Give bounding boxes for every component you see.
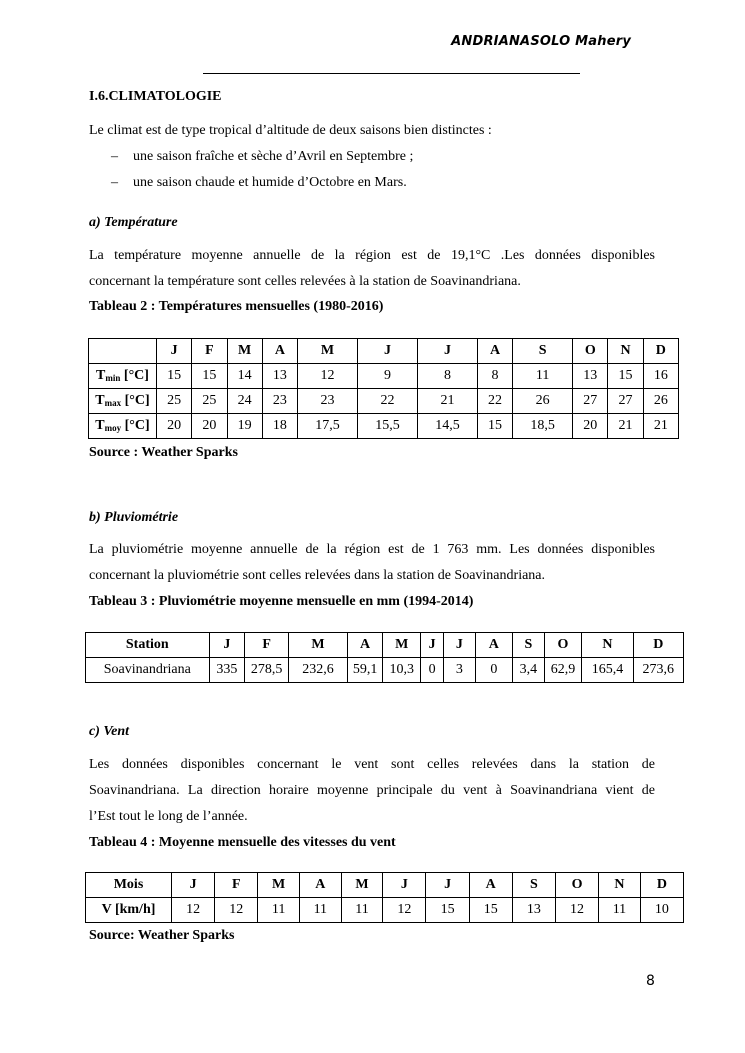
- table-cell: 13: [512, 898, 555, 923]
- table-cell: 12: [215, 898, 258, 923]
- table-corner-cell: [89, 339, 157, 364]
- row-label-tmoy: $T_{moy}$ [°C]: [89, 414, 157, 439]
- table-cell: 21: [643, 414, 678, 439]
- table-cell: 20: [157, 414, 192, 439]
- month-header: S: [512, 873, 555, 898]
- table-cell: 11: [299, 898, 341, 923]
- bullet-item: [111, 149, 611, 169]
- table-cell: 14,5: [417, 414, 477, 439]
- table-cell: 11: [258, 898, 300, 923]
- table-cell: 15,5: [358, 414, 418, 439]
- table-cell: 335: [209, 658, 245, 683]
- month-header: J: [358, 339, 418, 364]
- table-cell: 59,1: [347, 658, 383, 683]
- temperature-heading: a) Température: [89, 215, 178, 230]
- month-header: N: [608, 339, 643, 364]
- table-row: [89, 389, 679, 414]
- mois-header: Mois: [86, 873, 172, 898]
- month-header: J: [426, 873, 469, 898]
- table-caption: Tableau 2 : Températures mensuelles (1980-2016): [89, 299, 384, 314]
- pluvio-paragraph-line: concernant la pluviométrie sont celles relevées dans la station de Soavinandriana.: [89, 568, 546, 583]
- table-row: [89, 414, 679, 439]
- table-cell: 13: [573, 364, 608, 389]
- header-rule: [203, 73, 580, 74]
- table-cell: 0: [421, 658, 444, 683]
- month-header: F: [245, 633, 289, 658]
- vent-paragraph-line: l’Est tout le long de l’année.: [89, 809, 248, 824]
- month-header: S: [513, 633, 544, 658]
- table-cell: 8: [417, 364, 477, 389]
- table-cell: 232,6: [289, 658, 348, 683]
- table-cell: 10: [640, 898, 683, 923]
- table-cell: 12: [298, 364, 358, 389]
- table-cell: 12: [555, 898, 598, 923]
- month-header: A: [469, 873, 512, 898]
- table-row: [86, 898, 684, 923]
- table-cell: 10,3: [383, 658, 421, 683]
- table-source: Source: Weather Sparks: [89, 928, 235, 943]
- month-header: M: [341, 873, 383, 898]
- table-cell: 12: [383, 898, 426, 923]
- month-header: F: [192, 339, 227, 364]
- table-header-row: [86, 873, 684, 898]
- table-header-row: [89, 339, 679, 364]
- section-title: I.6.CLIMATOLOGIE: [89, 89, 222, 104]
- table-cell: 22: [477, 389, 512, 414]
- table-cell: 23: [262, 389, 297, 414]
- table-cell: 18: [262, 414, 297, 439]
- month-header: J: [209, 633, 245, 658]
- month-header: O: [544, 633, 582, 658]
- bullet-text: une saison fraîche et sèche d’Avril en Septembre ;: [133, 149, 414, 164]
- table-cell: 15: [477, 414, 512, 439]
- table-cell: 273,6: [633, 658, 683, 683]
- month-header: A: [299, 873, 341, 898]
- table-cell: 27: [608, 389, 643, 414]
- bullet-marker: –: [111, 149, 118, 164]
- table-cell: 26: [643, 389, 678, 414]
- month-header: A: [347, 633, 383, 658]
- table-row: [89, 364, 679, 389]
- month-header: D: [640, 873, 683, 898]
- month-header: M: [258, 873, 300, 898]
- table-caption: Tableau 4 : Moyenne mensuelle des vitesses du vent: [89, 835, 396, 850]
- month-header: O: [555, 873, 598, 898]
- month-header: J: [417, 339, 477, 364]
- month-header: M: [289, 633, 348, 658]
- table-cell: 3: [444, 658, 475, 683]
- month-header: J: [444, 633, 475, 658]
- table-cell: 23: [298, 389, 358, 414]
- table-cell: 8: [477, 364, 512, 389]
- month-header: J: [421, 633, 444, 658]
- vent-heading: c) Vent: [89, 724, 130, 739]
- table-caption: Tableau 3 : Pluviométrie moyenne mensuelle en mm (1994-2014): [89, 594, 474, 609]
- month-header: S: [513, 339, 573, 364]
- month-header: M: [298, 339, 358, 364]
- table-source: Source : Weather Sparks: [89, 445, 238, 460]
- table-cell: 20: [192, 414, 227, 439]
- table-cell: 14: [227, 364, 262, 389]
- temperature-paragraph-line: La température moyenne annuelle de la région est de 19,1°C .Les données disponibles: [89, 248, 655, 263]
- table-cell: 15: [192, 364, 227, 389]
- table-cell: 21: [417, 389, 477, 414]
- table-cell: 11: [599, 898, 641, 923]
- month-header: J: [172, 873, 215, 898]
- table-cell: 278,5: [245, 658, 289, 683]
- table-cell: 25: [192, 389, 227, 414]
- table-cell: 13: [262, 364, 297, 389]
- page-number: 8: [646, 973, 655, 989]
- table-cell: 21: [608, 414, 643, 439]
- month-header: J: [157, 339, 192, 364]
- pluvio-paragraph-line: La pluviométrie moyenne annuelle de la région est de 1 763 mm. Les données disponibles: [89, 542, 655, 557]
- row-label-tmin: $T_{min}$ [°C]: [89, 364, 157, 389]
- vent-paragraph-line: Les données disponibles concernant le vent sont celles relevées dans la station de: [89, 757, 655, 772]
- table-cell: 22: [358, 389, 418, 414]
- month-header: M: [227, 339, 262, 364]
- table-row: [86, 658, 684, 683]
- table-cell: 62,9: [544, 658, 582, 683]
- month-header: A: [262, 339, 297, 364]
- header-author: ANDRIANASOLO Mahery: [451, 34, 631, 49]
- row-label-speed: V [km/h]: [86, 898, 172, 923]
- station-header: Station: [86, 633, 210, 658]
- table-cell: 19: [227, 414, 262, 439]
- table-cell: 12: [172, 898, 215, 923]
- vent-paragraph-line: Soavinandriana. La direction horaire moyenne principale du vent à Soavinandriana vient de: [89, 783, 655, 798]
- table-cell: 26: [513, 389, 573, 414]
- pluvio-table: [85, 632, 684, 683]
- vent-table: [85, 872, 684, 923]
- table-cell: 16: [643, 364, 678, 389]
- month-header: A: [475, 633, 513, 658]
- bullet-item: [111, 175, 611, 195]
- month-header: N: [582, 633, 633, 658]
- month-header: J: [383, 873, 426, 898]
- table-cell: 17,5: [298, 414, 358, 439]
- table-cell: 18,5: [513, 414, 573, 439]
- station-name: Soavinandriana: [86, 658, 210, 683]
- table-cell: 3,4: [513, 658, 544, 683]
- month-header: O: [573, 339, 608, 364]
- table-cell: 0: [475, 658, 513, 683]
- month-header: M: [383, 633, 421, 658]
- table-cell: 11: [513, 364, 573, 389]
- table-cell: 15: [608, 364, 643, 389]
- table-header-row: [86, 633, 684, 658]
- table-cell: 15: [157, 364, 192, 389]
- table-cell: 27: [573, 389, 608, 414]
- bullet-text: une saison chaude et humide d’Octobre en Mars.: [133, 175, 407, 190]
- bullet-marker: –: [111, 175, 118, 190]
- month-header: F: [215, 873, 258, 898]
- temperature-paragraph-line: concernant la température sont celles relevées à la station de Soavinandriana.: [89, 274, 521, 289]
- table-cell: 20: [573, 414, 608, 439]
- climate-intro: Le climat est de type tropical d’altitude de deux saisons bien distinctes :: [89, 123, 492, 138]
- table-cell: 24: [227, 389, 262, 414]
- row-label-tmax: $T_{max}$ [°C]: [89, 389, 157, 414]
- month-header: N: [599, 873, 641, 898]
- table-cell: 9: [358, 364, 418, 389]
- table-cell: 25: [157, 389, 192, 414]
- month-header: A: [477, 339, 512, 364]
- table-cell: 165,4: [582, 658, 633, 683]
- table-cell: 11: [341, 898, 383, 923]
- month-header: D: [633, 633, 683, 658]
- pluvio-heading: b) Pluviométrie: [89, 510, 179, 525]
- table-cell: 15: [426, 898, 469, 923]
- month-header: D: [643, 339, 678, 364]
- temperature-table: [88, 338, 679, 439]
- table-cell: 15: [469, 898, 512, 923]
